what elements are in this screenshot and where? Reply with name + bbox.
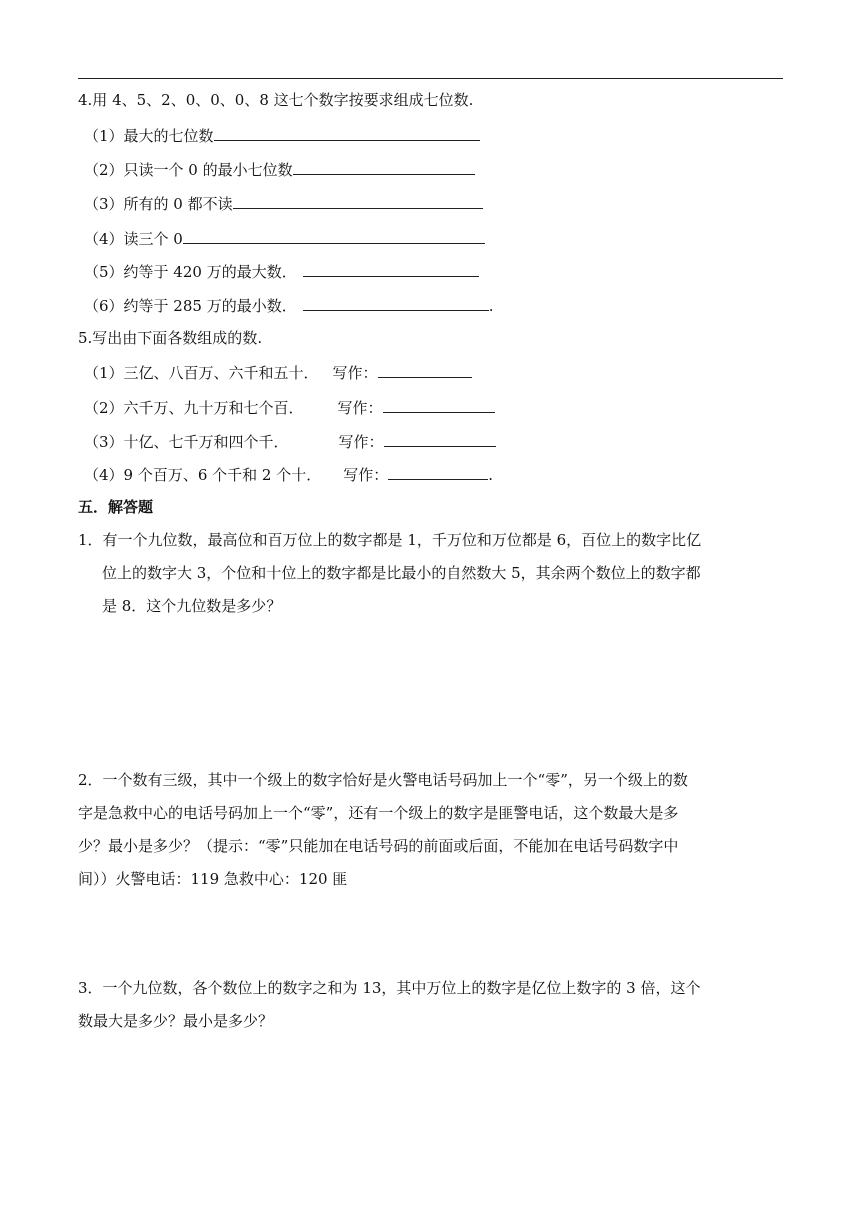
problem-1-line-1: 1．有一个九位数，最高位和百万位上的数字都是 1，千万位和万位都是 6，百位上的数字比亿 xyxy=(78,531,702,549)
header-rule xyxy=(78,78,783,79)
problem-3-line-1: 3．一个九位数，各个数位上的数字之和为 13，其中万位上的数字是亿位上数字的 3 倍，这个 xyxy=(78,979,701,997)
q4-item-2 xyxy=(84,158,475,180)
answer-blank[interactable] xyxy=(233,192,483,209)
q5-item-3-label: （3）十亿、七千万和四个千． xyxy=(84,433,289,451)
write-label: 写作： xyxy=(337,399,383,417)
q4-item-5 xyxy=(84,260,479,282)
problem-2-line-3: 少？最小是多少？（提示：“零”只能加在电话号码的前面或后面，不能加在电话号码数字中 xyxy=(78,837,679,855)
answer-blank[interactable] xyxy=(384,430,496,447)
answer-blank[interactable] xyxy=(303,294,489,311)
q5-item-1-label: （1）三亿、八百万、六千和五十． xyxy=(84,364,319,382)
q4-item-6 xyxy=(84,294,494,316)
answer-blank[interactable] xyxy=(293,158,475,175)
write-label: 写作： xyxy=(332,364,378,382)
q5-item-1 xyxy=(84,361,472,383)
problem-2-line-4: 间））火警电话：119 急救中心：120 匪 xyxy=(78,870,348,888)
problem-2 xyxy=(78,764,786,896)
answer-blank[interactable] xyxy=(303,260,479,277)
q4-item-5-label: （5）约等于 420 万的最大数． xyxy=(84,263,297,281)
q4-item-3 xyxy=(84,192,483,214)
problem-1-line-3: 是 8．这个九位数是多少？ xyxy=(102,597,282,615)
q5-item-2 xyxy=(84,396,495,418)
answer-blank[interactable] xyxy=(388,463,488,480)
problem-1 xyxy=(78,524,786,623)
write-label: 写作： xyxy=(343,466,389,484)
answer-blank[interactable] xyxy=(383,396,495,413)
problem-3 xyxy=(78,972,786,1038)
answer-blank[interactable] xyxy=(378,361,472,378)
problem-1-line-2: 位上的数字大 3，个位和十位上的数字都是比最小的自然数大 5，其余两个数位上的数字都 xyxy=(102,564,701,582)
problem-2-line-1: 2．一个数有三级，其中一个级上的数字恰好是火警电话号码加上一个“零”，另一个级上的数 xyxy=(78,771,688,789)
q4-item-4 xyxy=(84,227,485,249)
write-label: 写作： xyxy=(338,433,384,451)
q5-item-4 xyxy=(84,463,493,485)
problem-3-line-2: 数最大是多少？最小是多少？ xyxy=(78,1012,274,1030)
q4-item-2-label: （2）只读一个 0 的最小七位数 xyxy=(84,161,293,179)
end-mark: . xyxy=(488,297,494,315)
answer-blank[interactable] xyxy=(214,124,480,141)
answer-blank[interactable] xyxy=(183,227,485,244)
section-heading: 五．解答题 xyxy=(78,498,154,516)
end-mark: . xyxy=(488,466,494,484)
q5-item-2-label: （2）六千万、九十万和七个百． xyxy=(84,399,304,417)
q5-intro: 5.写出由下面各数组成的数. xyxy=(78,329,263,347)
q5-item-4-label: （4）9 个百万、6 个千和 2 个十． xyxy=(84,466,322,484)
q4-item-3-label: （3）所有的 0 都不读 xyxy=(84,195,233,213)
q4-item-6-label: （6）约等于 285 万的最小数． xyxy=(84,297,297,315)
problem-2-line-2: 字是急救中心的电话号码加上一个“零”，还有一个级上的数字是匪警电话，这个数最大是多 xyxy=(78,804,679,822)
q4-item-4-label: （4）读三个 0 xyxy=(84,230,183,248)
q4-item-1 xyxy=(84,124,480,146)
q5-item-3 xyxy=(84,430,496,452)
q4-item-1-label: （1）最大的七位数 xyxy=(84,127,214,145)
q4-intro: 4.用 4、5、2、0、0、0、8 这七个数字按要求组成七位数. xyxy=(78,91,474,109)
